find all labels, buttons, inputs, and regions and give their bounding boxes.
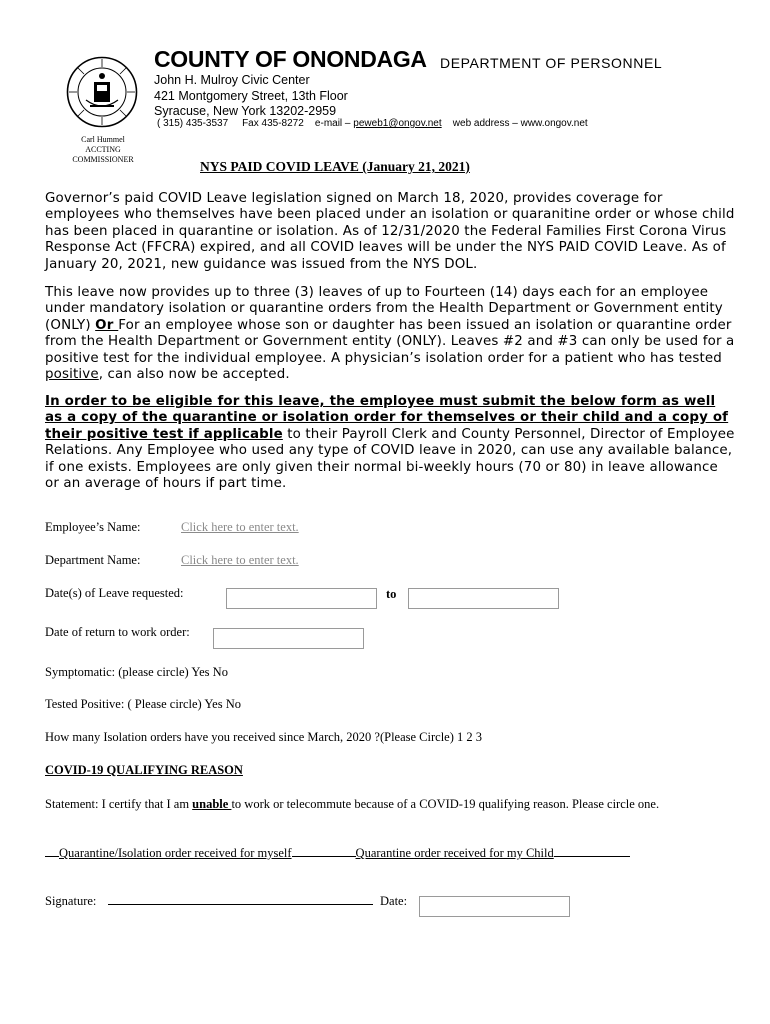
reason-option-child[interactable]: Quarantine order received for my Child bbox=[355, 846, 554, 860]
paragraph-1: Governor’s paid COVID Leave legislation signed on March 18, 2020, provides coverage for employees who themselves have been placed under an isolation or quaranitine order or whose child has been placed in quarantine or isolation. As of 12/31/2020 the Federal Families First Corona Virus Response Act (FFCRA) expired, and all COVID leaves will be under the NYS PAID COVID Leave. As of January 20, 2021, new guidance was issued from the NYS DOL. bbox=[45, 191, 735, 272]
para2-positive: positive bbox=[45, 367, 99, 383]
certification-statement bbox=[45, 796, 725, 812]
email-link[interactable]: peweb1@ongov.net bbox=[353, 118, 442, 129]
phone: ( 315) 435-3537 bbox=[157, 118, 229, 129]
commissioner-title-2: COMMISSIONER bbox=[72, 155, 134, 164]
signature-date-input[interactable] bbox=[419, 896, 570, 917]
department-name-label: Department Name: bbox=[45, 553, 141, 567]
statement-pre: Statement: I certify that I am bbox=[45, 797, 193, 811]
commissioner-title-1: ACCTING bbox=[85, 145, 121, 154]
paragraph-3 bbox=[45, 394, 735, 492]
para3-rest: to their Payroll Clerk and County Personnel, Director of Employee Relations. Any Employee who used any type of COVID leave in 2020, can use any available balance, if one exists. Employees are only given their normal bi-weekly hours (70 or 80) in leave allowance or an average of hours if part time. bbox=[45, 426, 735, 492]
county-seal bbox=[66, 56, 138, 128]
fax: Fax 435-8272 bbox=[242, 118, 304, 129]
web-address[interactable]: www.ongov.net bbox=[520, 118, 588, 129]
return-date-label: Date of return to work order: bbox=[45, 625, 190, 639]
contact-line bbox=[157, 118, 588, 129]
para2-part1: This leave now provides up to three (3) leaves of up to Fourteen (14) days each for an employee under mandatory isolation or quarantine orders from the Health Department or Government entity (ONLY) bbox=[45, 285, 723, 333]
reason-option-myself[interactable]: Quarantine/Isolation order received for myself bbox=[59, 846, 292, 860]
reason-options bbox=[45, 845, 630, 861]
email-label: e-mail – bbox=[314, 118, 351, 129]
document-title: NYS PAID COVID LEAVE (January 21, 2021) bbox=[200, 159, 470, 174]
signature-date-label: Date: bbox=[380, 894, 408, 908]
commissioner-name: Carl Hummel bbox=[81, 135, 125, 144]
web-label: web address – bbox=[452, 118, 518, 129]
address-line-3: Syracuse, New York 13202-2959 bbox=[154, 104, 337, 118]
return-date-input[interactable] bbox=[213, 628, 364, 649]
para2-part2: For an employee whose son or daughter has been issued an isolation or quarantine order from the Health Department or Government entity (ONLY). Leaves #2 and #3 can only be used for a positive test for the individual employee. A physician’s isolation order for a patient who has tested bbox=[45, 317, 735, 366]
symptomatic-question: Symptomatic: (please circle) Yes No bbox=[45, 665, 228, 679]
paragraph-2 bbox=[45, 285, 735, 383]
department-name: DEPARTMENT OF PERSONNEL bbox=[440, 55, 663, 71]
statement-post: to work or telecommute because of a COVID-19 qualifying reason. Please circle one. bbox=[231, 797, 660, 811]
para2-or: Or bbox=[95, 317, 119, 333]
employee-name-field[interactable]: Click here to enter text. bbox=[181, 520, 299, 534]
qualifying-reason-title: COVID-19 QUALIFYING REASON bbox=[45, 763, 243, 777]
para3-bold: In order to be eligible for this leave, the employee must submit the below form as well as a copy of the quarantine or isolation order for themselves or their child and a copy of their positive test if applicable bbox=[45, 394, 729, 442]
county-name: COUNTY OF ONONDAGA bbox=[154, 46, 427, 72]
address-line-2: 421 Montgomery Street, 13th Floor bbox=[154, 89, 348, 103]
para2-part3: , can also now be accepted. bbox=[98, 367, 290, 383]
date-range-to: to bbox=[386, 587, 397, 601]
leave-start-date-input[interactable] bbox=[226, 588, 377, 609]
leave-end-date-input[interactable] bbox=[408, 588, 559, 609]
address-line-1: John H. Mulroy Civic Center bbox=[154, 73, 310, 87]
statement-unable: unable bbox=[192, 797, 232, 811]
isolation-orders-question: How many Isolation orders have you received since March, 2020 ?(Please Circle) 1 2 3 bbox=[45, 730, 483, 744]
employee-name-label: Employee’s Name: bbox=[45, 520, 141, 534]
signature-line[interactable] bbox=[108, 904, 373, 905]
commissioner-block bbox=[62, 135, 144, 165]
department-name-field[interactable]: Click here to enter text. bbox=[181, 553, 299, 567]
leave-dates-label: Date(s) of Leave requested: bbox=[45, 586, 184, 600]
tested-positive-question: Tested Positive: ( Please circle) Yes No bbox=[45, 697, 241, 711]
signature-label: Signature: bbox=[45, 894, 97, 908]
